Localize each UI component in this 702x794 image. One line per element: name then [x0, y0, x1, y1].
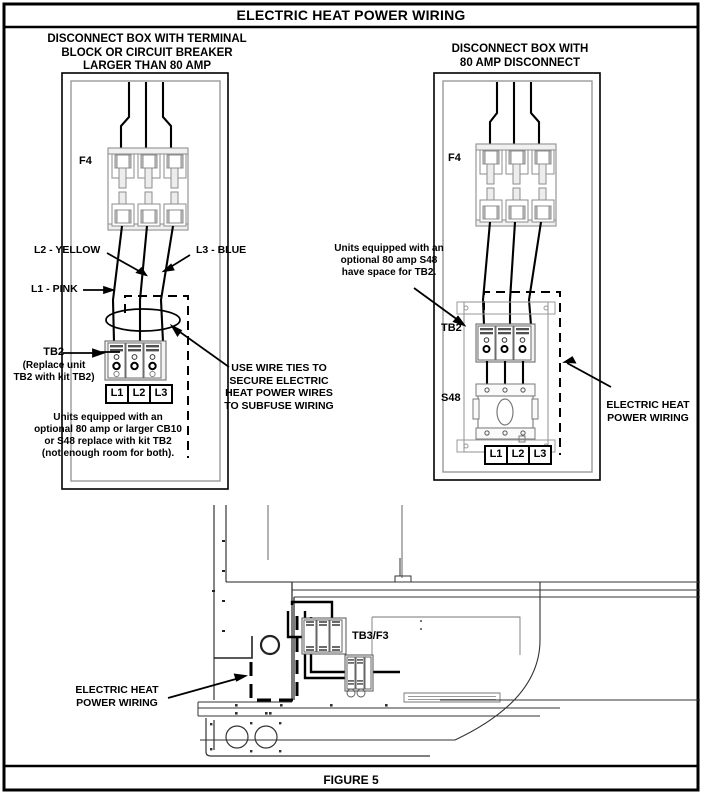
label-l3-blue: L3 - BLUE [196, 244, 247, 256]
right-terminal-l2: L2 [511, 448, 525, 460]
bottom-callout-line2: POWER WIRING [76, 696, 158, 709]
tb3f3-label: TB3/F3 [352, 630, 389, 642]
left-units-note-line2: optional 80 amp or larger CB10 [34, 424, 182, 435]
right-units-note-line3: have space for TB2. [341, 267, 437, 278]
left-panel-title [12, 33, 282, 74]
wire-ties-note-line3: HEAT POWER WIRES [225, 387, 333, 399]
base-knockout-2 [255, 726, 277, 748]
left-tb2-terminal-block [105, 341, 166, 380]
right-incoming-wires [490, 82, 539, 144]
left-panel-title-line2: BLOCK OR CIRCUIT BREAKER [61, 46, 233, 59]
wire-tie-loop [106, 309, 180, 331]
left-f4-label: F4 [79, 155, 92, 167]
left-units-note-line4: (not enough room for both). [41, 448, 175, 459]
label-l2-yellow: L2 - YELLOW [34, 244, 101, 256]
panel-knockout-circle [261, 636, 279, 654]
tb2-arrow [63, 350, 103, 357]
figure-caption: FIGURE 5 [323, 773, 379, 787]
base-knockout-1 [226, 726, 248, 748]
right-panel-title [410, 43, 630, 70]
bottom-unit-cabinet-diagram [168, 505, 700, 756]
left-tb2-label: TB2 [43, 346, 64, 358]
right-callout [600, 399, 696, 424]
right-units-note [334, 243, 444, 279]
left-units-note-line1: Units equipped with an [53, 412, 163, 423]
left-leader-arrows [83, 253, 190, 352]
right-f4-label: F4 [448, 152, 461, 164]
left-terminal-l3: L3 [154, 387, 168, 399]
right-terminal-l3: L3 [533, 448, 547, 460]
right-s48-disconnect [473, 384, 538, 442]
wire-ties-note-line4: TO SUBFUSE WIRING [224, 399, 334, 412]
label-l1-pink: L1 - PINK [31, 283, 78, 295]
bottom-callout [62, 684, 172, 709]
left-f4-fuse-block [108, 148, 188, 230]
wire-ties-note-line2: SECURE ELECTRIC [229, 374, 329, 387]
left-outgoing-wires [113, 226, 173, 342]
right-tb2-terminal-block [476, 324, 535, 362]
right-units-note-line2: optional 80 amp S48 [340, 255, 438, 266]
left-panel-title-line1: DISCONNECT BOX WITH TERMINAL [47, 33, 247, 45]
right-f4-fuse-block [476, 144, 556, 226]
right-s48-label: S48 [441, 392, 461, 404]
bottom-callout-line1: ELECTRIC HEAT [75, 684, 159, 696]
left-tb2-note-line2: TB2 with kit TB2) [13, 372, 95, 383]
figure-title: ELECTRIC HEAT POWER WIRING [236, 7, 466, 23]
bottom-dashed-conduit [251, 611, 297, 700]
left-tb2-note [2, 360, 106, 384]
left-panel-title-line3: LARGER THAN 80 AMP [83, 60, 211, 72]
left-terminal-l1: L1 [110, 387, 124, 399]
left-incoming-wires [121, 82, 171, 148]
right-callout-line1: ELECTRIC HEAT [606, 399, 690, 411]
right-panel-title-line1: DISCONNECT BOX WITH [451, 43, 589, 55]
left-units-note [24, 412, 192, 460]
wire-ties-note [214, 362, 344, 412]
left-units-note-line3: or S48 replace with kit TB2 [44, 436, 172, 447]
right-units-note-line1: Units equipped with an [334, 243, 444, 254]
left-terminal-l2: L2 [132, 387, 146, 399]
right-callout-line2: POWER WIRING [607, 411, 689, 424]
wire-ties-note-line1: USE WIRE TIES TO [231, 362, 327, 374]
left-tb2-note-line1: (Replace unit [22, 360, 86, 371]
right-outgoing-wires [483, 222, 541, 325]
right-panel-title-line2: 80 AMP DISCONNECT [459, 56, 581, 69]
right-tb2-label: TB2 [441, 322, 462, 334]
bottom-leader-arrow [168, 675, 245, 698]
right-tb2-to-s48-wires [487, 361, 523, 385]
right-terminal-l1: L1 [489, 448, 503, 460]
